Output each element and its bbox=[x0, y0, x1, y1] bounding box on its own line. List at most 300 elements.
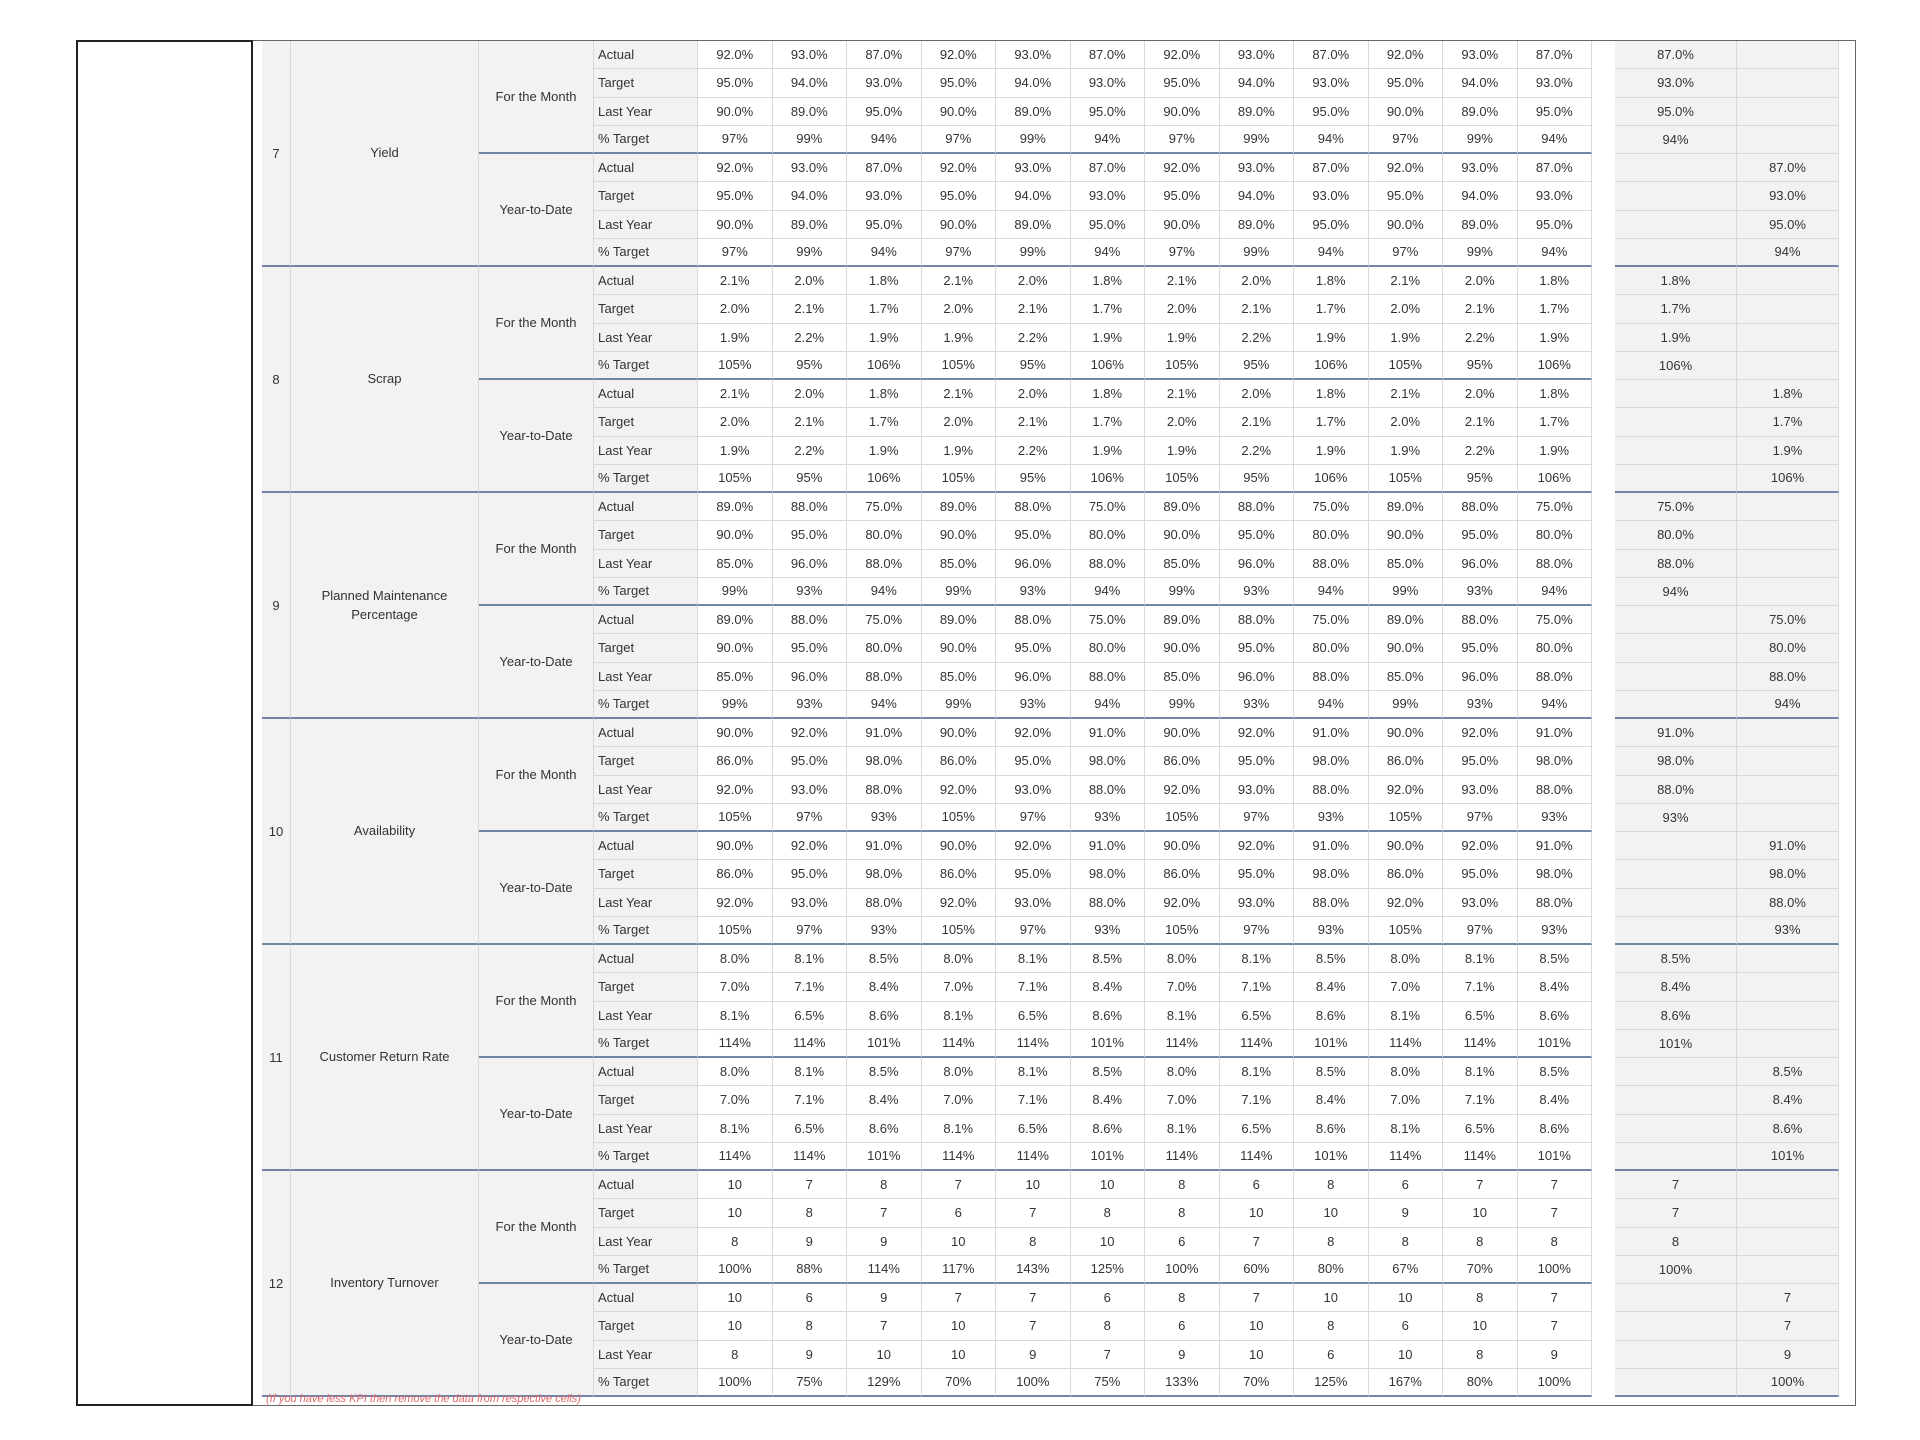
value-cell[interactable]: 89.0% bbox=[922, 493, 997, 521]
value-cell[interactable]: 88.0% bbox=[1220, 606, 1295, 634]
value-cell[interactable]: 88.0% bbox=[1071, 889, 1146, 917]
metric-label[interactable]: Last Year bbox=[594, 1115, 698, 1143]
ytd-summary-cell[interactable]: 1.7% bbox=[1737, 408, 1839, 436]
value-cell[interactable]: 94% bbox=[1518, 239, 1593, 267]
value-cell[interactable]: 99% bbox=[996, 126, 1071, 154]
kpi-name[interactable]: Customer Return Rate bbox=[291, 945, 479, 1171]
metric-label[interactable]: Actual bbox=[594, 493, 698, 521]
value-cell[interactable]: 114% bbox=[698, 1143, 773, 1171]
ytd-summary-empty-cell[interactable] bbox=[1737, 550, 1839, 578]
value-cell[interactable]: 8.0% bbox=[922, 945, 997, 973]
value-cell[interactable]: 8 bbox=[1145, 1199, 1220, 1227]
value-cell[interactable]: 8.0% bbox=[1145, 1058, 1220, 1086]
month-summary-empty-cell[interactable] bbox=[1615, 691, 1737, 719]
month-summary-empty-cell[interactable] bbox=[1615, 408, 1737, 436]
value-cell[interactable]: 90.0% bbox=[922, 634, 997, 662]
value-cell[interactable]: 2.0% bbox=[1145, 295, 1220, 323]
value-cell[interactable]: 89.0% bbox=[773, 98, 848, 126]
value-cell[interactable]: 75.0% bbox=[847, 493, 922, 521]
value-cell[interactable]: 2.0% bbox=[1443, 267, 1518, 295]
value-cell[interactable]: 8 bbox=[1443, 1228, 1518, 1256]
value-cell[interactable]: 8.6% bbox=[1071, 1002, 1146, 1030]
value-cell[interactable]: 10 bbox=[1071, 1228, 1146, 1256]
value-cell[interactable]: 93.0% bbox=[1443, 41, 1518, 69]
period-label[interactable]: For the Month bbox=[479, 493, 594, 606]
value-cell[interactable]: 93% bbox=[847, 917, 922, 945]
value-cell[interactable]: 7 bbox=[1518, 1199, 1593, 1227]
month-summary-empty-cell[interactable] bbox=[1615, 380, 1737, 408]
value-cell[interactable]: 8.1% bbox=[1443, 1058, 1518, 1086]
value-cell[interactable]: 97% bbox=[996, 804, 1071, 832]
value-cell[interactable]: 94% bbox=[1518, 691, 1593, 719]
value-cell[interactable]: 106% bbox=[847, 352, 922, 380]
value-cell[interactable]: 90.0% bbox=[1369, 634, 1444, 662]
value-cell[interactable]: 94% bbox=[1294, 126, 1369, 154]
value-cell[interactable]: 9 bbox=[1518, 1341, 1593, 1369]
value-cell[interactable]: 101% bbox=[1294, 1030, 1369, 1058]
ytd-summary-cell[interactable]: 8.6% bbox=[1737, 1115, 1839, 1143]
value-cell[interactable]: 89.0% bbox=[1443, 211, 1518, 239]
value-cell[interactable]: 10 bbox=[1220, 1199, 1295, 1227]
value-cell[interactable]: 9 bbox=[847, 1284, 922, 1312]
value-cell[interactable]: 101% bbox=[847, 1030, 922, 1058]
value-cell[interactable]: 8.0% bbox=[1369, 945, 1444, 973]
month-summary-empty-cell[interactable] bbox=[1615, 889, 1737, 917]
value-cell[interactable]: 2.1% bbox=[1220, 408, 1295, 436]
value-cell[interactable]: 106% bbox=[847, 465, 922, 493]
value-cell[interactable]: 88.0% bbox=[1294, 889, 1369, 917]
value-cell[interactable]: 93.0% bbox=[1443, 154, 1518, 182]
value-cell[interactable]: 90.0% bbox=[1369, 719, 1444, 747]
value-cell[interactable]: 97% bbox=[1145, 126, 1220, 154]
value-cell[interactable]: 99% bbox=[698, 691, 773, 719]
value-cell[interactable]: 99% bbox=[1443, 239, 1518, 267]
value-cell[interactable]: 93.0% bbox=[1220, 41, 1295, 69]
value-cell[interactable]: 90.0% bbox=[698, 719, 773, 747]
value-cell[interactable]: 8 bbox=[847, 1171, 922, 1199]
value-cell[interactable]: 95.0% bbox=[1145, 182, 1220, 210]
value-cell[interactable]: 6 bbox=[1220, 1171, 1295, 1199]
month-summary-empty-cell[interactable] bbox=[1615, 465, 1737, 493]
value-cell[interactable]: 98.0% bbox=[1071, 747, 1146, 775]
value-cell[interactable]: 95% bbox=[1443, 465, 1518, 493]
value-cell[interactable]: 96.0% bbox=[996, 663, 1071, 691]
value-cell[interactable]: 2.0% bbox=[773, 380, 848, 408]
value-cell[interactable]: 2.0% bbox=[1145, 408, 1220, 436]
value-cell[interactable]: 8 bbox=[1071, 1312, 1146, 1340]
value-cell[interactable]: 2.1% bbox=[922, 267, 997, 295]
metric-label[interactable]: Target bbox=[594, 973, 698, 1001]
value-cell[interactable]: 2.0% bbox=[1443, 380, 1518, 408]
value-cell[interactable]: 1.9% bbox=[1071, 437, 1146, 465]
value-cell[interactable]: 114% bbox=[1443, 1143, 1518, 1171]
value-cell[interactable]: 85.0% bbox=[698, 663, 773, 691]
metric-label[interactable]: Actual bbox=[594, 945, 698, 973]
value-cell[interactable]: 2.0% bbox=[996, 267, 1071, 295]
ytd-summary-cell[interactable]: 95.0% bbox=[1737, 211, 1839, 239]
value-cell[interactable]: 95.0% bbox=[698, 182, 773, 210]
period-label[interactable]: For the Month bbox=[479, 41, 594, 154]
value-cell[interactable]: 89.0% bbox=[1369, 493, 1444, 521]
value-cell[interactable]: 93% bbox=[1518, 804, 1593, 832]
metric-label[interactable]: Target bbox=[594, 521, 698, 549]
metric-label[interactable]: Actual bbox=[594, 1171, 698, 1199]
metric-label[interactable]: Target bbox=[594, 1199, 698, 1227]
ytd-summary-empty-cell[interactable] bbox=[1737, 1171, 1839, 1199]
value-cell[interactable]: 2.0% bbox=[773, 267, 848, 295]
value-cell[interactable]: 2.1% bbox=[773, 408, 848, 436]
kpi-number[interactable]: 10 bbox=[262, 719, 291, 945]
value-cell[interactable]: 7.0% bbox=[922, 1086, 997, 1114]
value-cell[interactable]: 8 bbox=[1145, 1171, 1220, 1199]
value-cell[interactable]: 80% bbox=[1294, 1256, 1369, 1284]
value-cell[interactable]: 106% bbox=[1518, 352, 1593, 380]
value-cell[interactable]: 94.0% bbox=[996, 69, 1071, 97]
period-label[interactable]: Year-to-Date bbox=[479, 380, 594, 493]
value-cell[interactable]: 8 bbox=[773, 1312, 848, 1340]
value-cell[interactable]: 88.0% bbox=[1443, 606, 1518, 634]
value-cell[interactable]: 105% bbox=[922, 804, 997, 832]
value-cell[interactable]: 7 bbox=[996, 1312, 1071, 1340]
value-cell[interactable]: 8.0% bbox=[1369, 1058, 1444, 1086]
value-cell[interactable]: 99% bbox=[773, 126, 848, 154]
value-cell[interactable]: 95.0% bbox=[922, 69, 997, 97]
value-cell[interactable]: 92.0% bbox=[1443, 719, 1518, 747]
value-cell[interactable]: 96.0% bbox=[1220, 550, 1295, 578]
value-cell[interactable]: 129% bbox=[847, 1369, 922, 1397]
month-summary-cell[interactable]: 80.0% bbox=[1615, 521, 1737, 549]
metric-label[interactable]: Actual bbox=[594, 1058, 698, 1086]
value-cell[interactable]: 8.1% bbox=[1145, 1115, 1220, 1143]
value-cell[interactable]: 7.1% bbox=[1443, 1086, 1518, 1114]
value-cell[interactable]: 1.9% bbox=[698, 324, 773, 352]
ytd-summary-cell[interactable]: 7 bbox=[1737, 1312, 1839, 1340]
value-cell[interactable]: 10 bbox=[1294, 1284, 1369, 1312]
ytd-summary-empty-cell[interactable] bbox=[1737, 41, 1839, 69]
value-cell[interactable]: 87.0% bbox=[1294, 154, 1369, 182]
value-cell[interactable]: 95.0% bbox=[922, 182, 997, 210]
ytd-summary-cell[interactable]: 88.0% bbox=[1737, 889, 1839, 917]
month-summary-cell[interactable]: 8.6% bbox=[1615, 1002, 1737, 1030]
metric-label[interactable]: % Target bbox=[594, 126, 698, 154]
value-cell[interactable]: 85.0% bbox=[922, 550, 997, 578]
value-cell[interactable]: 89.0% bbox=[1145, 493, 1220, 521]
value-cell[interactable]: 8.1% bbox=[1369, 1115, 1444, 1143]
value-cell[interactable]: 90.0% bbox=[922, 832, 997, 860]
value-cell[interactable]: 93.0% bbox=[996, 776, 1071, 804]
value-cell[interactable]: 8.1% bbox=[1220, 1058, 1295, 1086]
metric-label[interactable]: Actual bbox=[594, 380, 698, 408]
value-cell[interactable]: 93% bbox=[773, 578, 848, 606]
value-cell[interactable]: 7 bbox=[1220, 1284, 1295, 1312]
value-cell[interactable]: 88.0% bbox=[1294, 776, 1369, 804]
value-cell[interactable]: 90.0% bbox=[698, 521, 773, 549]
value-cell[interactable]: 93.0% bbox=[1220, 889, 1295, 917]
value-cell[interactable]: 8.1% bbox=[996, 945, 1071, 973]
value-cell[interactable]: 93% bbox=[996, 578, 1071, 606]
value-cell[interactable]: 85.0% bbox=[698, 550, 773, 578]
ytd-summary-empty-cell[interactable] bbox=[1737, 521, 1839, 549]
value-cell[interactable]: 93.0% bbox=[1294, 69, 1369, 97]
value-cell[interactable]: 114% bbox=[922, 1143, 997, 1171]
kpi-name[interactable]: Inventory Turnover bbox=[291, 1171, 479, 1397]
value-cell[interactable]: 95.0% bbox=[773, 860, 848, 888]
value-cell[interactable]: 2.0% bbox=[922, 295, 997, 323]
value-cell[interactable]: 8.5% bbox=[1518, 945, 1593, 973]
ytd-summary-empty-cell[interactable] bbox=[1737, 776, 1839, 804]
ytd-summary-empty-cell[interactable] bbox=[1737, 352, 1839, 380]
value-cell[interactable]: 94% bbox=[1294, 578, 1369, 606]
value-cell[interactable]: 89.0% bbox=[1145, 606, 1220, 634]
value-cell[interactable]: 75% bbox=[773, 1369, 848, 1397]
value-cell[interactable]: 6.5% bbox=[1220, 1115, 1295, 1143]
value-cell[interactable]: 92.0% bbox=[922, 776, 997, 804]
month-summary-empty-cell[interactable] bbox=[1615, 211, 1737, 239]
value-cell[interactable]: 125% bbox=[1071, 1256, 1146, 1284]
value-cell[interactable]: 88.0% bbox=[1518, 889, 1593, 917]
value-cell[interactable]: 85.0% bbox=[1369, 663, 1444, 691]
value-cell[interactable]: 114% bbox=[1145, 1030, 1220, 1058]
value-cell[interactable]: 95% bbox=[1220, 352, 1295, 380]
value-cell[interactable]: 87.0% bbox=[1518, 154, 1593, 182]
period-label[interactable]: Year-to-Date bbox=[479, 154, 594, 267]
value-cell[interactable]: 7 bbox=[1071, 1341, 1146, 1369]
value-cell[interactable]: 95.0% bbox=[996, 634, 1071, 662]
ytd-summary-cell[interactable]: 93.0% bbox=[1737, 182, 1839, 210]
value-cell[interactable]: 98.0% bbox=[1071, 860, 1146, 888]
value-cell[interactable]: 10 bbox=[698, 1199, 773, 1227]
value-cell[interactable]: 8.5% bbox=[847, 945, 922, 973]
value-cell[interactable]: 7.0% bbox=[1145, 1086, 1220, 1114]
value-cell[interactable]: 95.0% bbox=[996, 860, 1071, 888]
value-cell[interactable]: 95.0% bbox=[1294, 98, 1369, 126]
value-cell[interactable]: 7.0% bbox=[922, 973, 997, 1001]
ytd-summary-cell[interactable]: 87.0% bbox=[1737, 154, 1839, 182]
value-cell[interactable]: 1.9% bbox=[922, 324, 997, 352]
metric-label[interactable]: Target bbox=[594, 634, 698, 662]
metric-label[interactable]: Last Year bbox=[594, 98, 698, 126]
value-cell[interactable]: 95% bbox=[1443, 352, 1518, 380]
metric-label[interactable]: Actual bbox=[594, 267, 698, 295]
value-cell[interactable]: 6 bbox=[1145, 1228, 1220, 1256]
value-cell[interactable]: 8.1% bbox=[698, 1115, 773, 1143]
value-cell[interactable]: 8.1% bbox=[1443, 945, 1518, 973]
value-cell[interactable]: 2.1% bbox=[922, 380, 997, 408]
value-cell[interactable]: 89.0% bbox=[698, 493, 773, 521]
value-cell[interactable]: 92.0% bbox=[922, 889, 997, 917]
value-cell[interactable]: 97% bbox=[1220, 917, 1295, 945]
value-cell[interactable]: 97% bbox=[922, 239, 997, 267]
period-label[interactable]: Year-to-Date bbox=[479, 1058, 594, 1171]
value-cell[interactable]: 92.0% bbox=[996, 832, 1071, 860]
value-cell[interactable]: 1.9% bbox=[1369, 324, 1444, 352]
value-cell[interactable]: 7 bbox=[1518, 1171, 1593, 1199]
value-cell[interactable]: 85.0% bbox=[1369, 550, 1444, 578]
value-cell[interactable]: 1.9% bbox=[922, 437, 997, 465]
value-cell[interactable]: 92.0% bbox=[698, 889, 773, 917]
value-cell[interactable]: 93.0% bbox=[996, 889, 1071, 917]
value-cell[interactable]: 1.8% bbox=[1071, 267, 1146, 295]
value-cell[interactable]: 90.0% bbox=[1145, 98, 1220, 126]
value-cell[interactable]: 92.0% bbox=[1369, 41, 1444, 69]
month-summary-cell[interactable]: 7 bbox=[1615, 1199, 1737, 1227]
value-cell[interactable]: 1.7% bbox=[1294, 408, 1369, 436]
value-cell[interactable]: 10 bbox=[1369, 1341, 1444, 1369]
month-summary-cell[interactable]: 93% bbox=[1615, 804, 1737, 832]
value-cell[interactable]: 8.1% bbox=[996, 1058, 1071, 1086]
ytd-summary-empty-cell[interactable] bbox=[1737, 126, 1839, 154]
value-cell[interactable]: 8 bbox=[1294, 1228, 1369, 1256]
value-cell[interactable]: 114% bbox=[922, 1030, 997, 1058]
month-summary-cell[interactable]: 98.0% bbox=[1615, 747, 1737, 775]
value-cell[interactable]: 96.0% bbox=[996, 550, 1071, 578]
value-cell[interactable]: 8.5% bbox=[1518, 1058, 1593, 1086]
value-cell[interactable]: 8.1% bbox=[773, 945, 848, 973]
value-cell[interactable]: 94% bbox=[847, 578, 922, 606]
ytd-summary-cell[interactable]: 101% bbox=[1737, 1143, 1839, 1171]
value-cell[interactable]: 1.9% bbox=[847, 324, 922, 352]
value-cell[interactable]: 6 bbox=[1145, 1312, 1220, 1340]
value-cell[interactable]: 100% bbox=[698, 1256, 773, 1284]
ytd-summary-empty-cell[interactable] bbox=[1737, 747, 1839, 775]
value-cell[interactable]: 93.0% bbox=[1071, 69, 1146, 97]
metric-label[interactable]: Target bbox=[594, 860, 698, 888]
value-cell[interactable]: 88.0% bbox=[847, 776, 922, 804]
value-cell[interactable]: 8 bbox=[698, 1341, 773, 1369]
value-cell[interactable]: 114% bbox=[1145, 1143, 1220, 1171]
month-summary-cell[interactable]: 94% bbox=[1615, 578, 1737, 606]
period-label[interactable]: For the Month bbox=[479, 945, 594, 1058]
value-cell[interactable]: 92.0% bbox=[1220, 832, 1295, 860]
value-cell[interactable]: 105% bbox=[698, 804, 773, 832]
value-cell[interactable]: 1.8% bbox=[1294, 267, 1369, 295]
value-cell[interactable]: 94% bbox=[847, 126, 922, 154]
value-cell[interactable]: 10 bbox=[1294, 1199, 1369, 1227]
value-cell[interactable]: 10 bbox=[847, 1341, 922, 1369]
month-summary-cell[interactable]: 91.0% bbox=[1615, 719, 1737, 747]
month-summary-empty-cell[interactable] bbox=[1615, 1284, 1737, 1312]
value-cell[interactable]: 10 bbox=[1071, 1171, 1146, 1199]
value-cell[interactable]: 105% bbox=[1369, 465, 1444, 493]
period-label[interactable]: For the Month bbox=[479, 719, 594, 832]
value-cell[interactable]: 95.0% bbox=[1294, 211, 1369, 239]
value-cell[interactable]: 90.0% bbox=[922, 211, 997, 239]
value-cell[interactable]: 85.0% bbox=[922, 663, 997, 691]
month-summary-empty-cell[interactable] bbox=[1615, 1341, 1737, 1369]
month-summary-cell[interactable]: 101% bbox=[1615, 1030, 1737, 1058]
month-summary-empty-cell[interactable] bbox=[1615, 1369, 1737, 1397]
value-cell[interactable]: 99% bbox=[996, 239, 1071, 267]
value-cell[interactable]: 8 bbox=[1071, 1199, 1146, 1227]
value-cell[interactable]: 95% bbox=[996, 352, 1071, 380]
month-summary-cell[interactable]: 8.4% bbox=[1615, 973, 1737, 1001]
value-cell[interactable]: 8.6% bbox=[1518, 1002, 1593, 1030]
value-cell[interactable]: 95.0% bbox=[847, 211, 922, 239]
value-cell[interactable]: 95.0% bbox=[1220, 521, 1295, 549]
value-cell[interactable]: 105% bbox=[1145, 352, 1220, 380]
value-cell[interactable]: 85.0% bbox=[1145, 663, 1220, 691]
period-label[interactable]: For the Month bbox=[479, 1171, 594, 1284]
value-cell[interactable]: 85.0% bbox=[1145, 550, 1220, 578]
value-cell[interactable]: 10 bbox=[1443, 1312, 1518, 1340]
value-cell[interactable]: 105% bbox=[1145, 465, 1220, 493]
value-cell[interactable]: 91.0% bbox=[1294, 832, 1369, 860]
value-cell[interactable]: 90.0% bbox=[922, 719, 997, 747]
value-cell[interactable]: 98.0% bbox=[1294, 747, 1369, 775]
value-cell[interactable]: 8.1% bbox=[1369, 1002, 1444, 1030]
value-cell[interactable]: 6.5% bbox=[773, 1002, 848, 1030]
month-summary-empty-cell[interactable] bbox=[1615, 606, 1737, 634]
value-cell[interactable]: 92.0% bbox=[698, 154, 773, 182]
value-cell[interactable]: 92.0% bbox=[698, 776, 773, 804]
value-cell[interactable]: 95.0% bbox=[1518, 98, 1593, 126]
value-cell[interactable]: 93% bbox=[1294, 917, 1369, 945]
value-cell[interactable]: 2.1% bbox=[996, 408, 1071, 436]
value-cell[interactable]: 100% bbox=[1518, 1256, 1593, 1284]
value-cell[interactable]: 8.6% bbox=[1294, 1002, 1369, 1030]
kpi-name[interactable]: Scrap bbox=[291, 267, 479, 493]
value-cell[interactable]: 93% bbox=[1294, 804, 1369, 832]
month-summary-empty-cell[interactable] bbox=[1615, 239, 1737, 267]
value-cell[interactable]: 93% bbox=[1443, 578, 1518, 606]
value-cell[interactable]: 80.0% bbox=[1071, 521, 1146, 549]
value-cell[interactable]: 7 bbox=[847, 1199, 922, 1227]
value-cell[interactable]: 88.0% bbox=[773, 493, 848, 521]
value-cell[interactable]: 6 bbox=[1369, 1312, 1444, 1340]
value-cell[interactable]: 97% bbox=[1443, 917, 1518, 945]
value-cell[interactable]: 97% bbox=[1369, 126, 1444, 154]
value-cell[interactable]: 95.0% bbox=[1145, 69, 1220, 97]
value-cell[interactable]: 86.0% bbox=[1145, 747, 1220, 775]
value-cell[interactable]: 8.4% bbox=[847, 973, 922, 1001]
value-cell[interactable]: 105% bbox=[698, 465, 773, 493]
value-cell[interactable]: 94% bbox=[847, 239, 922, 267]
kpi-name[interactable]: Availability bbox=[291, 719, 479, 945]
month-summary-empty-cell[interactable] bbox=[1615, 832, 1737, 860]
month-summary-cell[interactable]: 75.0% bbox=[1615, 493, 1737, 521]
value-cell[interactable]: 80.0% bbox=[1071, 634, 1146, 662]
value-cell[interactable]: 95% bbox=[996, 465, 1071, 493]
value-cell[interactable]: 10 bbox=[698, 1312, 773, 1340]
value-cell[interactable]: 6 bbox=[1071, 1284, 1146, 1312]
value-cell[interactable]: 93.0% bbox=[773, 889, 848, 917]
value-cell[interactable]: 86.0% bbox=[698, 747, 773, 775]
metric-label[interactable]: Last Year bbox=[594, 1341, 698, 1369]
value-cell[interactable]: 105% bbox=[698, 917, 773, 945]
metric-label[interactable]: Target bbox=[594, 1086, 698, 1114]
month-summary-cell[interactable]: 87.0% bbox=[1615, 41, 1737, 69]
ytd-summary-cell[interactable]: 8.5% bbox=[1737, 1058, 1839, 1086]
metric-label[interactable]: % Target bbox=[594, 578, 698, 606]
value-cell[interactable]: 7 bbox=[996, 1199, 1071, 1227]
value-cell[interactable]: 101% bbox=[1071, 1143, 1146, 1171]
value-cell[interactable]: 75.0% bbox=[1518, 493, 1593, 521]
value-cell[interactable]: 94.0% bbox=[1443, 69, 1518, 97]
value-cell[interactable]: 8.4% bbox=[1294, 1086, 1369, 1114]
value-cell[interactable]: 94.0% bbox=[996, 182, 1071, 210]
value-cell[interactable]: 88.0% bbox=[1071, 550, 1146, 578]
value-cell[interactable]: 80.0% bbox=[1294, 521, 1369, 549]
value-cell[interactable]: 95% bbox=[1220, 465, 1295, 493]
month-summary-cell[interactable]: 7 bbox=[1615, 1171, 1737, 1199]
metric-label[interactable]: % Target bbox=[594, 239, 698, 267]
value-cell[interactable]: 1.9% bbox=[1071, 324, 1146, 352]
value-cell[interactable]: 99% bbox=[922, 691, 997, 719]
value-cell[interactable]: 99% bbox=[922, 578, 997, 606]
value-cell[interactable]: 89.0% bbox=[996, 211, 1071, 239]
value-cell[interactable]: 1.8% bbox=[1294, 380, 1369, 408]
value-cell[interactable]: 106% bbox=[1071, 465, 1146, 493]
